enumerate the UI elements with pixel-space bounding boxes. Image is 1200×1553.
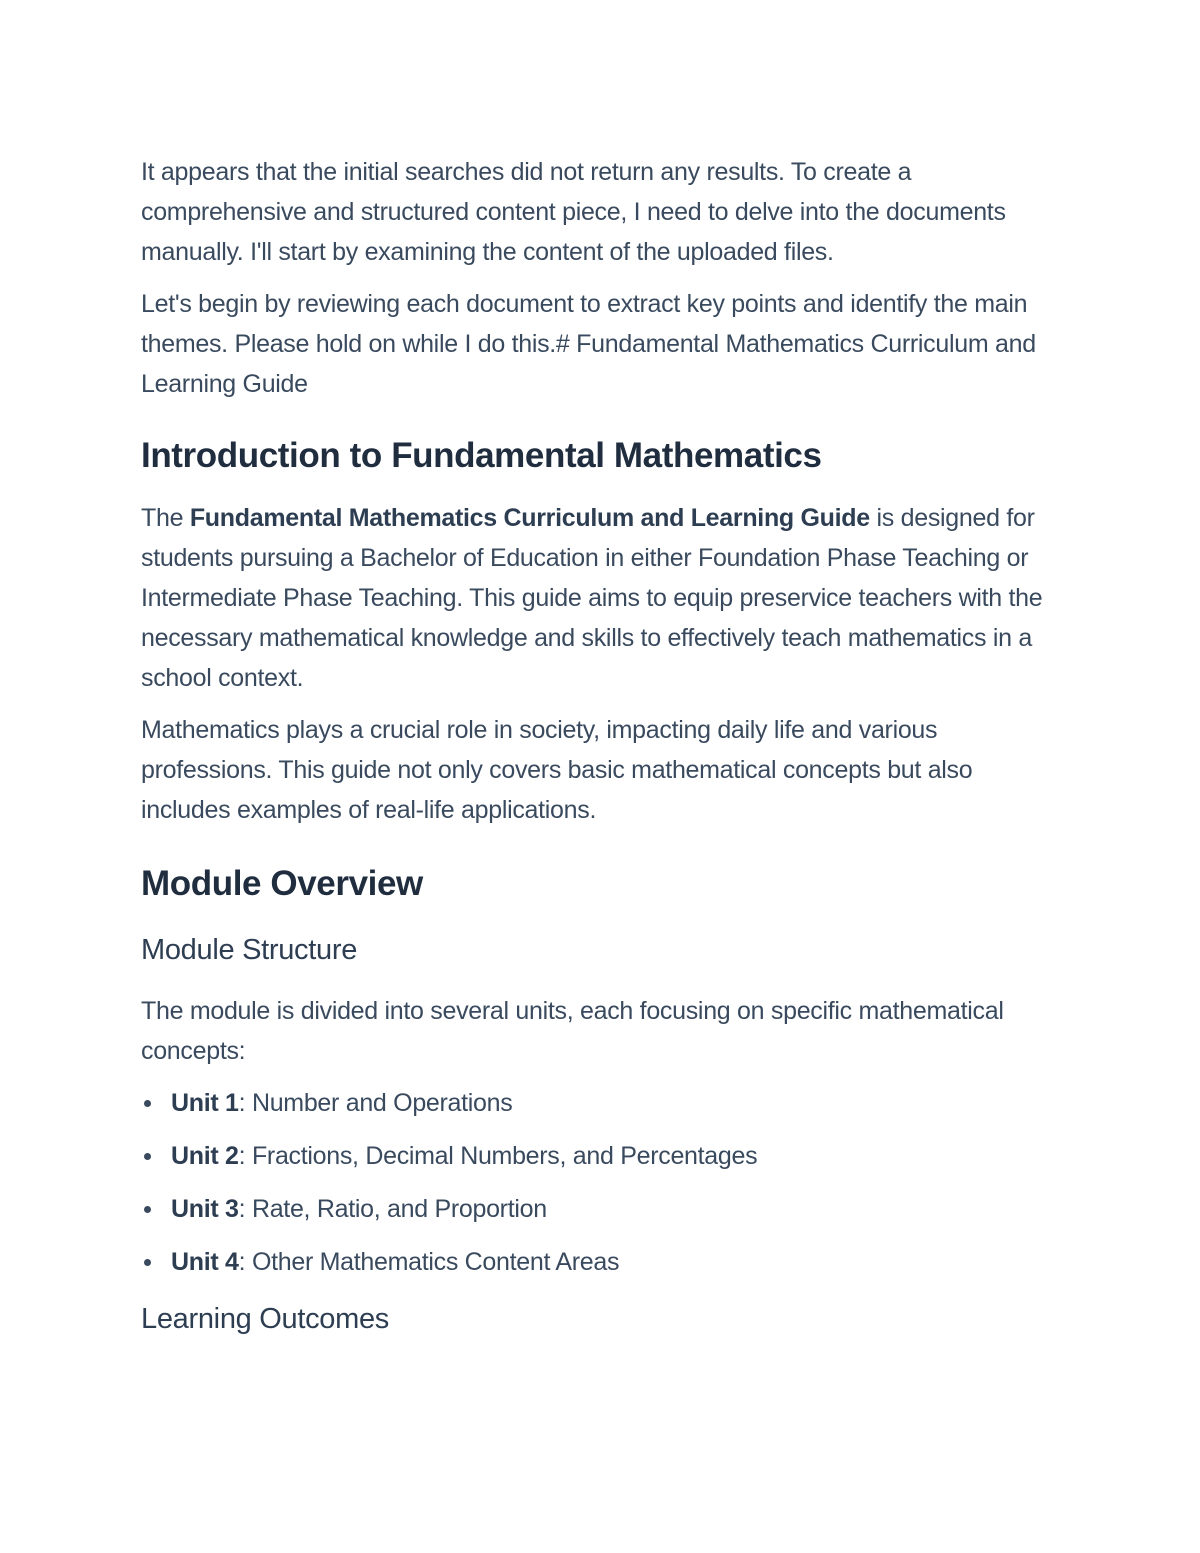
unit-text: : Other Mathematics Content Areas [238,1248,620,1276]
guide-title-bold: Fundamental Mathematics Curriculum and Learning Guide [189,504,870,532]
unit-label: Unit 2 [171,1142,239,1170]
document-page [141,152,1061,1338]
unit-label: Unit 1 [171,1089,239,1117]
unit-label: Unit 3 [171,1195,239,1223]
bullet-icon [144,1100,151,1107]
unit-text: : Fractions, Decimal Numbers, and Percentages [238,1142,758,1170]
text-run: is designed for students pursuing a Bachelor of Education in either Foundation Phase Teaching or Intermediate Phase Teaching. This guide aims to equip preservice teachers with the necessary mathematical knowledge and skills to effectively teach mathematics in a school context. [141,504,1043,692]
introduction-paragraph: Mathematics plays a crucial role in society, impacting daily life and various professions. This guide not only covers basic mathematical concepts but also includes examples of real-life applications. [141,716,973,824]
list-item [141,1083,1061,1123]
list-item [141,1189,1061,1229]
bullet-icon [144,1206,151,1213]
unit-text: : Rate, Ratio, and Proportion [238,1195,547,1223]
intro-paragraph: It appears that the initial searches did not return any results. To create a comprehensive and structured content piece, I need to delve into the documents manually. I'll start by examining the content of the uploaded files. [141,158,1006,266]
module-overview-heading: Module Overview [141,864,423,903]
text-run: The [141,504,190,532]
learning-outcomes-heading: Learning Outcomes [141,1303,389,1335]
unit-list [141,1083,1061,1282]
module-structure-paragraph: The module is divided into several units, each focusing on specific mathematical concepts: [141,997,1004,1065]
bullet-icon [144,1153,151,1160]
introduction-paragraph [141,498,1061,698]
list-item [141,1136,1061,1176]
list-item [141,1242,1061,1282]
introduction-heading: Introduction to Fundamental Mathematics [141,436,822,475]
bullet-icon [144,1259,151,1266]
unit-text: : Number and Operations [238,1089,513,1117]
intro-paragraph: Let's begin by reviewing each document to extract key points and identify the main themes. Please hold on while I do this.# Fundamental Mathematics Curriculum and Learning Guide [141,290,1036,398]
unit-label: Unit 4 [171,1248,239,1276]
module-structure-heading: Module Structure [141,934,358,966]
